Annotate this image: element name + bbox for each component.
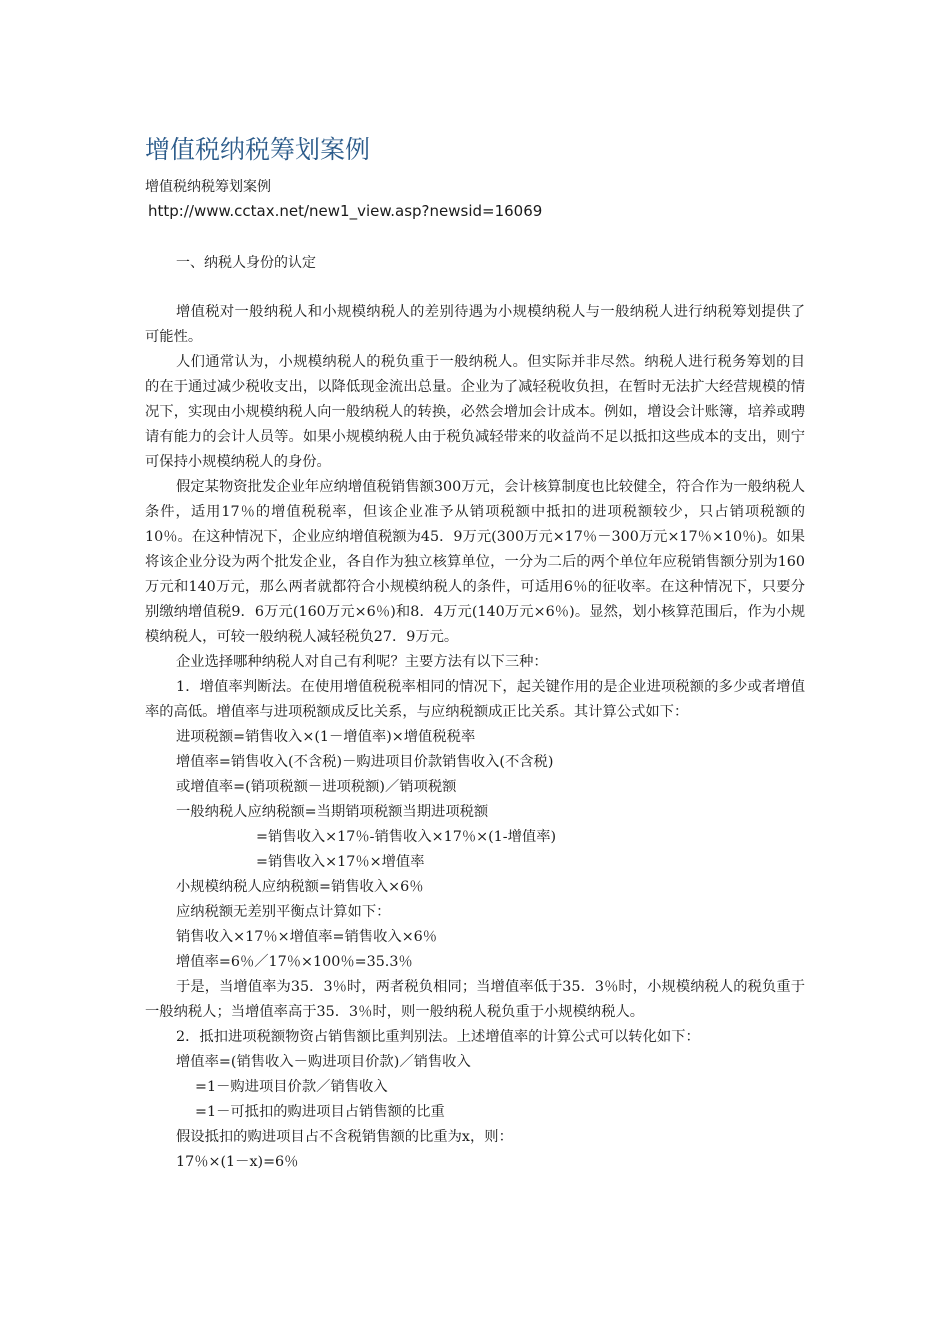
formula-line: =1－可抵扣的购进项目占销售额的比重 <box>195 1104 445 1120</box>
formula-line: 或增值率=(销项税额－进项税额)／销项税额 <box>176 779 457 795</box>
formula-line: 小规模纳税人应纳税额=销售收入×6％ <box>176 879 424 895</box>
formula-line: 增值率=销售收入(不含税)－购进项目价款销售收入(不含税) <box>176 754 554 770</box>
formula-line: 增值率=6％／17％×100％=35.3％ <box>176 954 413 970</box>
formula-line: 一般纳税人应纳税额=当期销项税额当期进项税额 <box>176 804 489 820</box>
formula-line: 应纳税额无差别平衡点计算如下： <box>176 904 391 920</box>
document-body <box>145 300 805 1175</box>
formula-line: 销售收入×17％×增值率=销售收入×6％ <box>176 929 438 945</box>
section-heading: 一、纳税人身份的认定 <box>176 255 316 271</box>
formula-line: 增值率=(销售收入－购进项目价款)／销售收入 <box>176 1054 471 1070</box>
paragraph: 2．抵扣进项税额物资占销售额比重判别法。上述增值率的计算公式可以转化如下： <box>176 1029 700 1045</box>
document-title: 增值税纳税筹划案例 <box>145 135 371 164</box>
paragraph: 增值税对一般纳税人和小规模纳税人的差别待遇为小规模纳税人与一般纳税人进行纳税筹划提供了可能性。 <box>145 304 805 345</box>
paragraph: 1．增值率判断法。在使用增值税税率相同的情况下，起关键作用的是企业进项税额的多少或者增值率的高低。增值率与进项税额成反比关系，与应纳税额成正比关系。其计算公式如下： <box>145 679 805 720</box>
formula-line: =销售收入×17％-销售收入×17％×(1-增值率) <box>256 829 557 845</box>
formula-line: 假设抵扣的购进项目占不含税销售额的比重为x，则： <box>176 1129 513 1145</box>
formula-line: 进项税额=销售收入×(1－增值率)×增值税税率 <box>176 729 476 745</box>
document-subtitle: 增值税纳税筹划案例 <box>145 179 271 195</box>
source-url: http://www.cctax.net/new1_view.asp?newsid=16069 <box>148 202 543 220</box>
paragraph: 假定某物资批发企业年应纳增值税销售额300万元，会计核算制度也比较健全，符合作为一般纳税人条件，适用17％的增值税税率，但该企业准予从销项税额中抵扣的进项税额较少，只占销项税额的10％。在这种情况下，企业应纳增值税额为45．9万元(300万元×17％－300万元×17％×10％)。如果将该企业分设为两个批发企业，各自作为独立核算单位，一分为二后的两个单位年应税销售额分别为160万元和140万元，那么两者就都符合小规模纳税人的条件，可适用6％的征收率。在这种情况下，只要分别缴纳增值税9．6万元(160万元×6％)和8．4万元(140万元×6％)。显然，划小核算范围后，作为小规模纳税人，可较一般纳税人减轻税负27．9万元。 <box>145 479 805 645</box>
paragraph: 于是，当增值率为35．3％时，两者税负相同；当增值率低于35．3％时，小规模纳税人的税负重于一般纳税人；当增值率高于35．3％时，则一般纳税人税负重于小规模纳税人。 <box>145 979 805 1020</box>
paragraph: 人们通常认为，小规模纳税人的税负重于一般纳税人。但实际并非尽然。纳税人进行税务筹划的目的在于通过减少税收支出，以降低现金流出总量。企业为了减轻税收负担，在暂时无法扩大经营规模的情况下，实现由小规模纳税人向一般纳税人的转换，必然会增加会计成本。例如，增设会计账簿，培养或聘请有能力的会计人员等。如果小规模纳税人由于税负减轻带来的收益尚不足以抵扣这些成本的支出，则宁可保持小规模纳税人的身份。 <box>145 354 805 470</box>
formula-line: =1－购进项目价款／销售收入 <box>195 1079 388 1095</box>
paragraph: 企业选择哪种纳税人对自己有利呢？主要方法有以下三种： <box>176 654 548 670</box>
formula-line: 17％×(1－x)=6％ <box>176 1154 299 1170</box>
formula-line: =销售收入×17％×增值率 <box>256 854 425 870</box>
